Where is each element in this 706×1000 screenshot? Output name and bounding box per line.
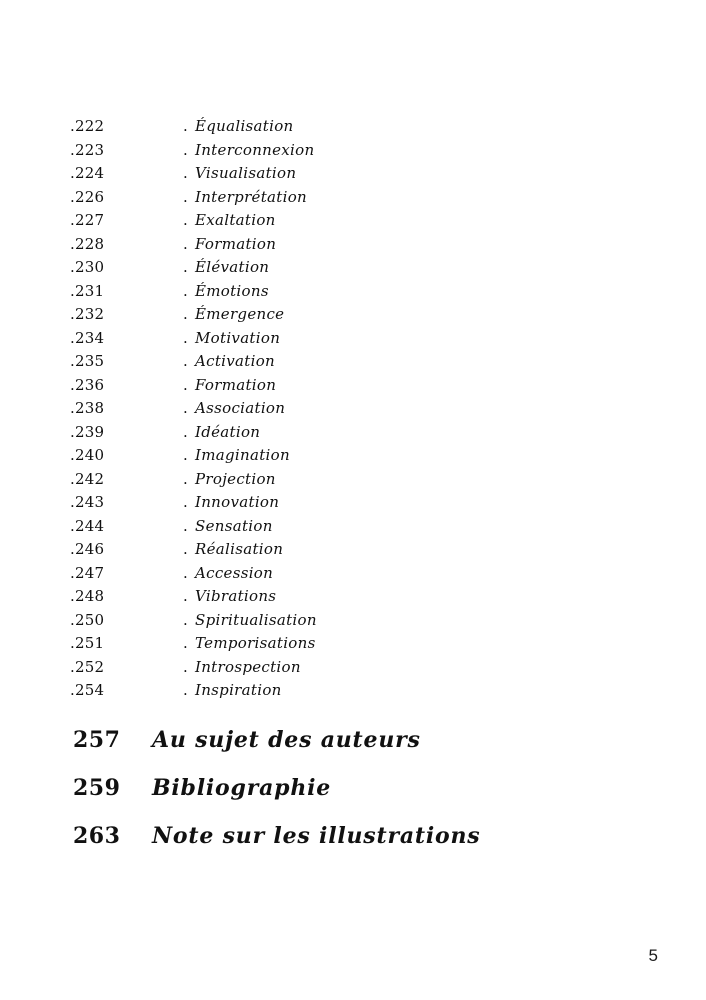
toc-section-page-number: 263 <box>73 823 121 849</box>
toc-entry-title: Interprétation <box>195 187 307 206</box>
toc-entry-separator-dot: . <box>183 540 188 558</box>
toc-section-page-number: 259 <box>73 775 121 801</box>
toc-entry-separator-dot: . <box>183 563 188 582</box>
toc-entry-row[interactable] <box>0 422 706 446</box>
toc-entry-page-number: .250 <box>70 610 105 629</box>
toc-entry-title: Sensation <box>195 516 273 535</box>
page-number: 5 <box>648 946 658 965</box>
toc-entry-title: Association <box>195 399 286 417</box>
toc-entry-separator-dot: . <box>183 657 188 676</box>
toc-entry-page-number: .222 <box>70 117 105 135</box>
toc-entry-separator-dot: . <box>183 305 188 323</box>
toc-entry-page-number: .246 <box>70 540 105 558</box>
toc-entry-row[interactable] <box>0 187 706 211</box>
toc-entry-row[interactable] <box>0 563 706 587</box>
toc-entry-title: Formation <box>195 375 277 394</box>
toc-entry-title: Innovation <box>195 493 280 511</box>
toc-entry-page-number: .226 <box>70 187 105 206</box>
toc-entry-separator-dot: . <box>183 446 188 464</box>
toc-entry-title: Accession <box>195 563 274 582</box>
toc-entry-page-number: .238 <box>70 399 105 417</box>
toc-entry-page-number: .224 <box>70 164 105 182</box>
toc-entry-title: Vibrations <box>195 587 277 605</box>
toc-entry-row[interactable] <box>0 257 706 281</box>
toc-entry-separator-dot: . <box>183 493 188 511</box>
toc-entry-separator-dot: . <box>183 258 188 276</box>
toc-entry-page-number: .251 <box>70 634 105 652</box>
toc-entry-page-number: .235 <box>70 352 105 370</box>
toc-entry-row[interactable] <box>0 163 706 187</box>
toc-entry-row[interactable] <box>0 398 706 422</box>
toc-entry-title: Projection <box>195 469 276 488</box>
toc-entry-title: Émergence <box>195 305 285 323</box>
toc-entry-row[interactable] <box>0 375 706 399</box>
toc-entry-separator-dot: . <box>183 140 188 159</box>
toc-entry-page-number: .243 <box>70 493 105 511</box>
toc-entry-row[interactable] <box>0 680 706 704</box>
toc-entry-page-number: .252 <box>70 657 105 676</box>
toc-entry-separator-dot: . <box>183 469 188 488</box>
toc-entry-row[interactable] <box>0 539 706 563</box>
toc-entry-separator-dot: . <box>183 422 188 441</box>
toc-entry-title: Motivation <box>195 328 281 347</box>
toc-entry-separator-dot: . <box>183 328 188 347</box>
toc-entry-row[interactable] <box>0 328 706 352</box>
toc-entry-separator-dot: . <box>183 587 188 605</box>
toc-entry-page-number: .228 <box>70 234 105 253</box>
toc-entry-page-number: .248 <box>70 587 105 605</box>
toc-entry-row[interactable] <box>0 633 706 657</box>
toc-entry-separator-dot: . <box>183 187 188 206</box>
toc-entry-separator-dot: . <box>183 352 188 370</box>
toc-entry-page-number: .254 <box>70 681 105 699</box>
toc-entry-title: Spiritualisation <box>195 610 317 629</box>
toc-entry-separator-dot: . <box>183 281 188 300</box>
toc-section-page-number: 257 <box>73 727 121 753</box>
toc-entry-title: Interconnexion <box>195 140 315 159</box>
toc-entry-separator-dot: . <box>183 234 188 253</box>
toc-entry-page-number: .231 <box>70 281 105 300</box>
toc-entry-page-number: .244 <box>70 516 105 535</box>
toc-entry-title: Introspection <box>195 657 301 676</box>
toc-entry-page-number: .227 <box>70 211 105 229</box>
toc-entry-title: Idéation <box>195 422 261 441</box>
toc-entry-row[interactable] <box>0 281 706 305</box>
toc-section-row[interactable] <box>0 822 706 870</box>
toc-entry-row[interactable] <box>0 140 706 164</box>
toc-entry-row[interactable] <box>0 657 706 681</box>
toc-sub-entry-list <box>0 116 706 704</box>
toc-entry-title: Temporisations <box>195 634 316 652</box>
toc-entry-title: Équalisation <box>195 117 294 135</box>
toc-entry-row[interactable] <box>0 116 706 140</box>
toc-entry-row[interactable] <box>0 210 706 234</box>
toc-entry-row[interactable] <box>0 586 706 610</box>
toc-entry-title: Élévation <box>195 258 270 276</box>
toc-entry-separator-dot: . <box>183 634 188 652</box>
toc-entry-title: Formation <box>195 234 277 253</box>
toc-entry-page-number: .230 <box>70 258 105 276</box>
toc-entry-page-number: .239 <box>70 422 105 441</box>
toc-entry-row[interactable] <box>0 492 706 516</box>
toc-entry-page-number: .240 <box>70 446 105 464</box>
toc-entry-separator-dot: . <box>183 117 188 135</box>
toc-section-title: Note sur les illustrations <box>152 823 481 849</box>
toc-entry-row[interactable] <box>0 351 706 375</box>
toc-entry-page-number: .232 <box>70 305 105 323</box>
toc-entry-title: Activation <box>195 352 275 370</box>
toc-entry-page-number: .223 <box>70 140 105 159</box>
toc-entry-separator-dot: . <box>183 516 188 535</box>
toc-section-title: Au sujet des auteurs <box>152 727 421 753</box>
toc-entry-title: Réalisation <box>195 540 284 558</box>
toc-entry-title: Inspiration <box>195 681 282 699</box>
toc-section-row[interactable] <box>0 774 706 822</box>
toc-entry-row[interactable] <box>0 469 706 493</box>
toc-entry-title: Visualisation <box>195 164 297 182</box>
toc-entry-title: Émotions <box>195 281 269 300</box>
toc-entry-separator-dot: . <box>183 164 188 182</box>
toc-entry-separator-dot: . <box>183 399 188 417</box>
toc-entry-title: Exaltation <box>195 211 276 229</box>
toc-entry-title: Imagination <box>195 446 290 464</box>
toc-entry-page-number: .234 <box>70 328 105 347</box>
toc-entry-row[interactable] <box>0 610 706 634</box>
toc-entry-separator-dot: . <box>183 610 188 629</box>
toc-entry-row[interactable] <box>0 516 706 540</box>
toc-section-title: Bibliographie <box>152 775 332 801</box>
toc-entry-separator-dot: . <box>183 375 188 394</box>
toc-entry-page-number: .242 <box>70 469 105 488</box>
toc-entry-row[interactable] <box>0 234 706 258</box>
toc-main-entry-list <box>0 726 706 870</box>
toc-entry-separator-dot: . <box>183 211 188 229</box>
toc-entry-row[interactable] <box>0 304 706 328</box>
toc-entry-page-number: .247 <box>70 563 105 582</box>
toc-entry-page-number: .236 <box>70 375 105 394</box>
toc-entry-row[interactable] <box>0 445 706 469</box>
toc-entry-separator-dot: . <box>183 681 188 699</box>
toc-section-row[interactable] <box>0 726 706 774</box>
